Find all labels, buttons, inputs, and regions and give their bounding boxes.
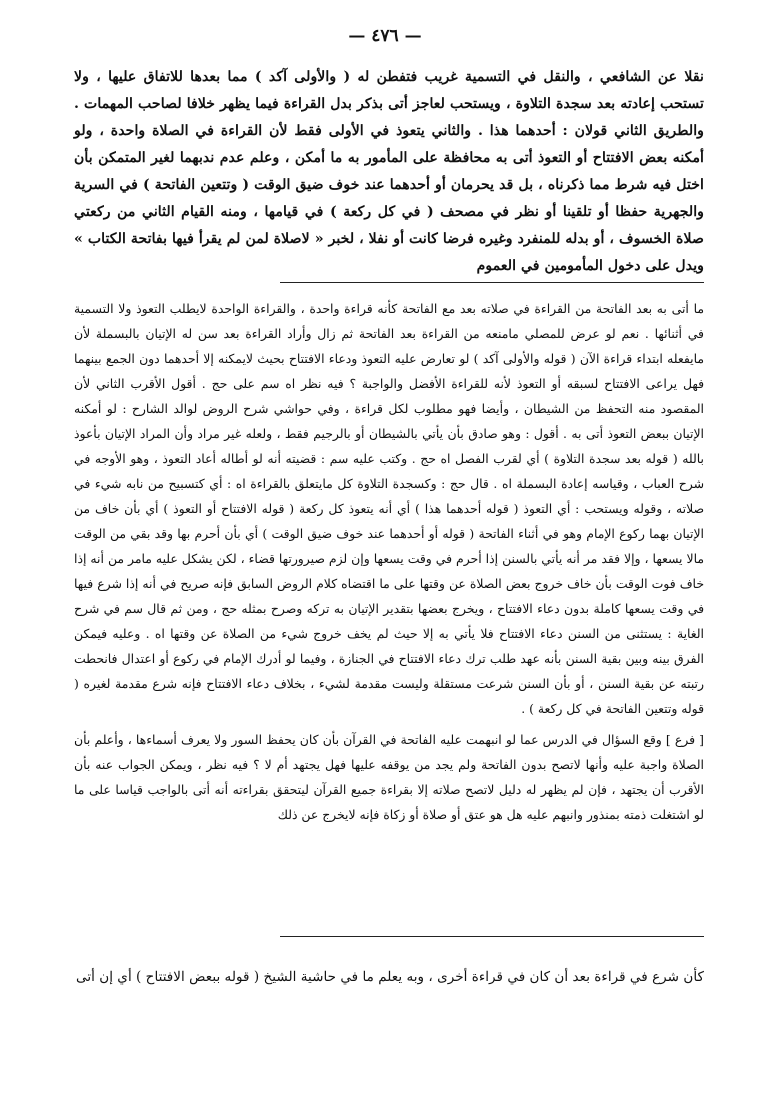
commentary-block <box>74 296 704 827</box>
section-divider <box>280 282 704 283</box>
footnote-divider <box>280 936 704 937</box>
commentary-paragraph: ما أتى به بعد الفاتحة من القراءة في صلاته بعد مع الفاتحة كأنه قراءة واحدة ، والقراءة الواحدة لايطلب التعوذ ولا التسمية في أثنائها . نعم لو عرض للمصلي مامنعه من القراءة بعد الفاتحة ثم زال وأراد القراءة بعد سن له الإتيان بالبسملة لأن مايفعله ابتداء قراءة الآن ( قوله والأولى آكد ) لو تعارض عليه التعوذ ودعاء الافتتاح بحيث لايمكنه إلا أحدهما دون الجمع بينهما فهل يراعى الافتتاح لسبقه أو التعوذ لأنه للقراءة الأفضل والواجبة ؟ فيه نظر اه سم على حج . أقول الأقرب الثاني لأن المقصود منه التحفظ من الشيطان ، وأيضا فهو مطلوب لكل قراءة ، وفي حواشي شرح الروض لوالد الشارح : لو أمكنه الإتيان ببعض التعوذ أتى به . أقول : وهو صادق بأن يأتي بالشيطان أو بالرجيم فقط ، ولعله غير مراد وأن المراد الإتيان بأعوذ بالله ( قوله بعد سجدة التلاوة ) أي لقرب الفصل اه حج . وكتب عليه سم : قضيته أنه لو أطاله أعاد التعوذ ، وهو الأوجه في شرح العباب ، وقياسه إعادة البسملة اه . قال حج : وكسجدة التلاوة كل مايتعلق بالقراءة اه : أي كتسبيح من نابه شيء في صلاته ، وقوله ويستحب : أي التعوذ ( قوله أحدهما هذا ) أي أنه يتعوذ كل ركعة ( قوله الافتتاح أو التعوذ ) أي بأن خاف من الإتيان بهما ركوع الإمام وهو في أثناء الفاتحة ( قوله أو أحدهما عند خوف ضيق الوقت ) أي بأن أحرم بها وقد بقي من الوقت مالا يسعها ، وإلا فقد مر أنه يأتي بالسنن إذا أحرم في وقت يسعها وإن لزم صيرورتها قضاء ، لكن يشكل عليه مامر من أنه إذا خاف فوت الوقت بأن خاف خروج بعض الصلاة عن وقتها على ما اقتضاه كلام الروض السابق فإنه صريح في أنه إذا شرع فيها في وقت يسعها كاملة بدون دعاء الافتتاح ، ويخرج بعضها بتقدير الإتيان به تركه وصرح بمثله حج ، ومن ثم قال سم في شرح الغاية : يستثنى من السنن دعاء الافتتاح فلا يأتي به إلا حيث لم يخف خروج شيء من الصلاة عن وقتها اه . وعليه فيمكن الفرق بينه وبين بقية السنن بأنه عهد طلب ترك دعاء الافتتاح في الجنازة ، وفيما لو أدرك الإمام في ركوع أو اعتدال فانحطت رتبته عن بقية السنن ، أو بأن السنن شرعت مستقلة وليست مقدمة لشيء ، بخلاف دعاء الافتتاح فإنه شرع مقدمة لغيره ( قوله وتتعين الفاتحة في كل ركعة ) . <box>74 301 704 716</box>
main-text-block <box>74 64 704 280</box>
main-text: نقلا عن الشافعي ، والنقل في التسمية غريب فتفطن له ( والأولى آكد ) مما بعدها للاتفاق عليها ، ولا تستحب إعادته بعد سجدة التلاوة ، ويستحب لعاجز أتى بذكر بدل القراءة فيما يظهر خلافا لصاحب المهمات . والطريق الثاني قولان : أحدهما هذا . والثاني يتعوذ في الأولى فقط لأن القراءة في الصلاة واحدة ، ولو أمكنه بعض الافتتاح أو التعوذ أتى به محافظة على المأمور به ما أمكن ، وعلم عدم ندبهما لغير المتمكن بأن اختل فيه شرط مما ذكرناه ، بل قد يحرمان أو أحدهما عند خوف ضيق الوقت ( وتتعين الفاتحة ) في السرية والجهرية حفظا أو تلقينا أو نظر في مصحف ( في كل ركعة ) في قيامها ، ومنه القيام الثاني من ركعتي صلاة الخسوف ، أو بدله للمنفرد وغيره فرضا كانت أو نفلا ، لخبر « لاصلاة لمن لم يقرأ فيها بفاتحة الكتاب » ويدل على دخول المأمومين في العموم <box>74 69 704 274</box>
commentary-paragraph: [ فرع ] وقع السؤال في الدرس عما لو انبهمت عليه الفاتحة في القرآن بأن كان يحفظ السور ولا يعرف أسماءها ، وأعلم بأن الصلاة واجبة عليه وأنها لاتصح بدون الفاتحة ولم يجد من يوقفه عليها فهل يجتهد أم لا ؟ فيه نظر ، ويمكن الجواب عنه بأن الأقرب أن يجتهد ، فإن لم يظهر له دليل لاتصح صلاته إلا بقراءة جميع القرآن ليتحقق بقراءته أنه أتى بالواجب قياسا على ما لو اشتغلت ذمته بمنذور وانبهم عليه هل هو عتق أو صلاة أو زكاة فإنه لايخرج عن ذلك <box>74 732 704 822</box>
page-number: — ٤٧٦ — <box>348 26 422 46</box>
footnote-text: كأن شرع في قراءة بعد أن كان في قراءة أخرى ، وبه يعلم ما في حاشية الشيخ ( قوله ببعض الافتتاح ) أي إن أتى <box>76 969 704 985</box>
footnote-block <box>74 962 704 992</box>
